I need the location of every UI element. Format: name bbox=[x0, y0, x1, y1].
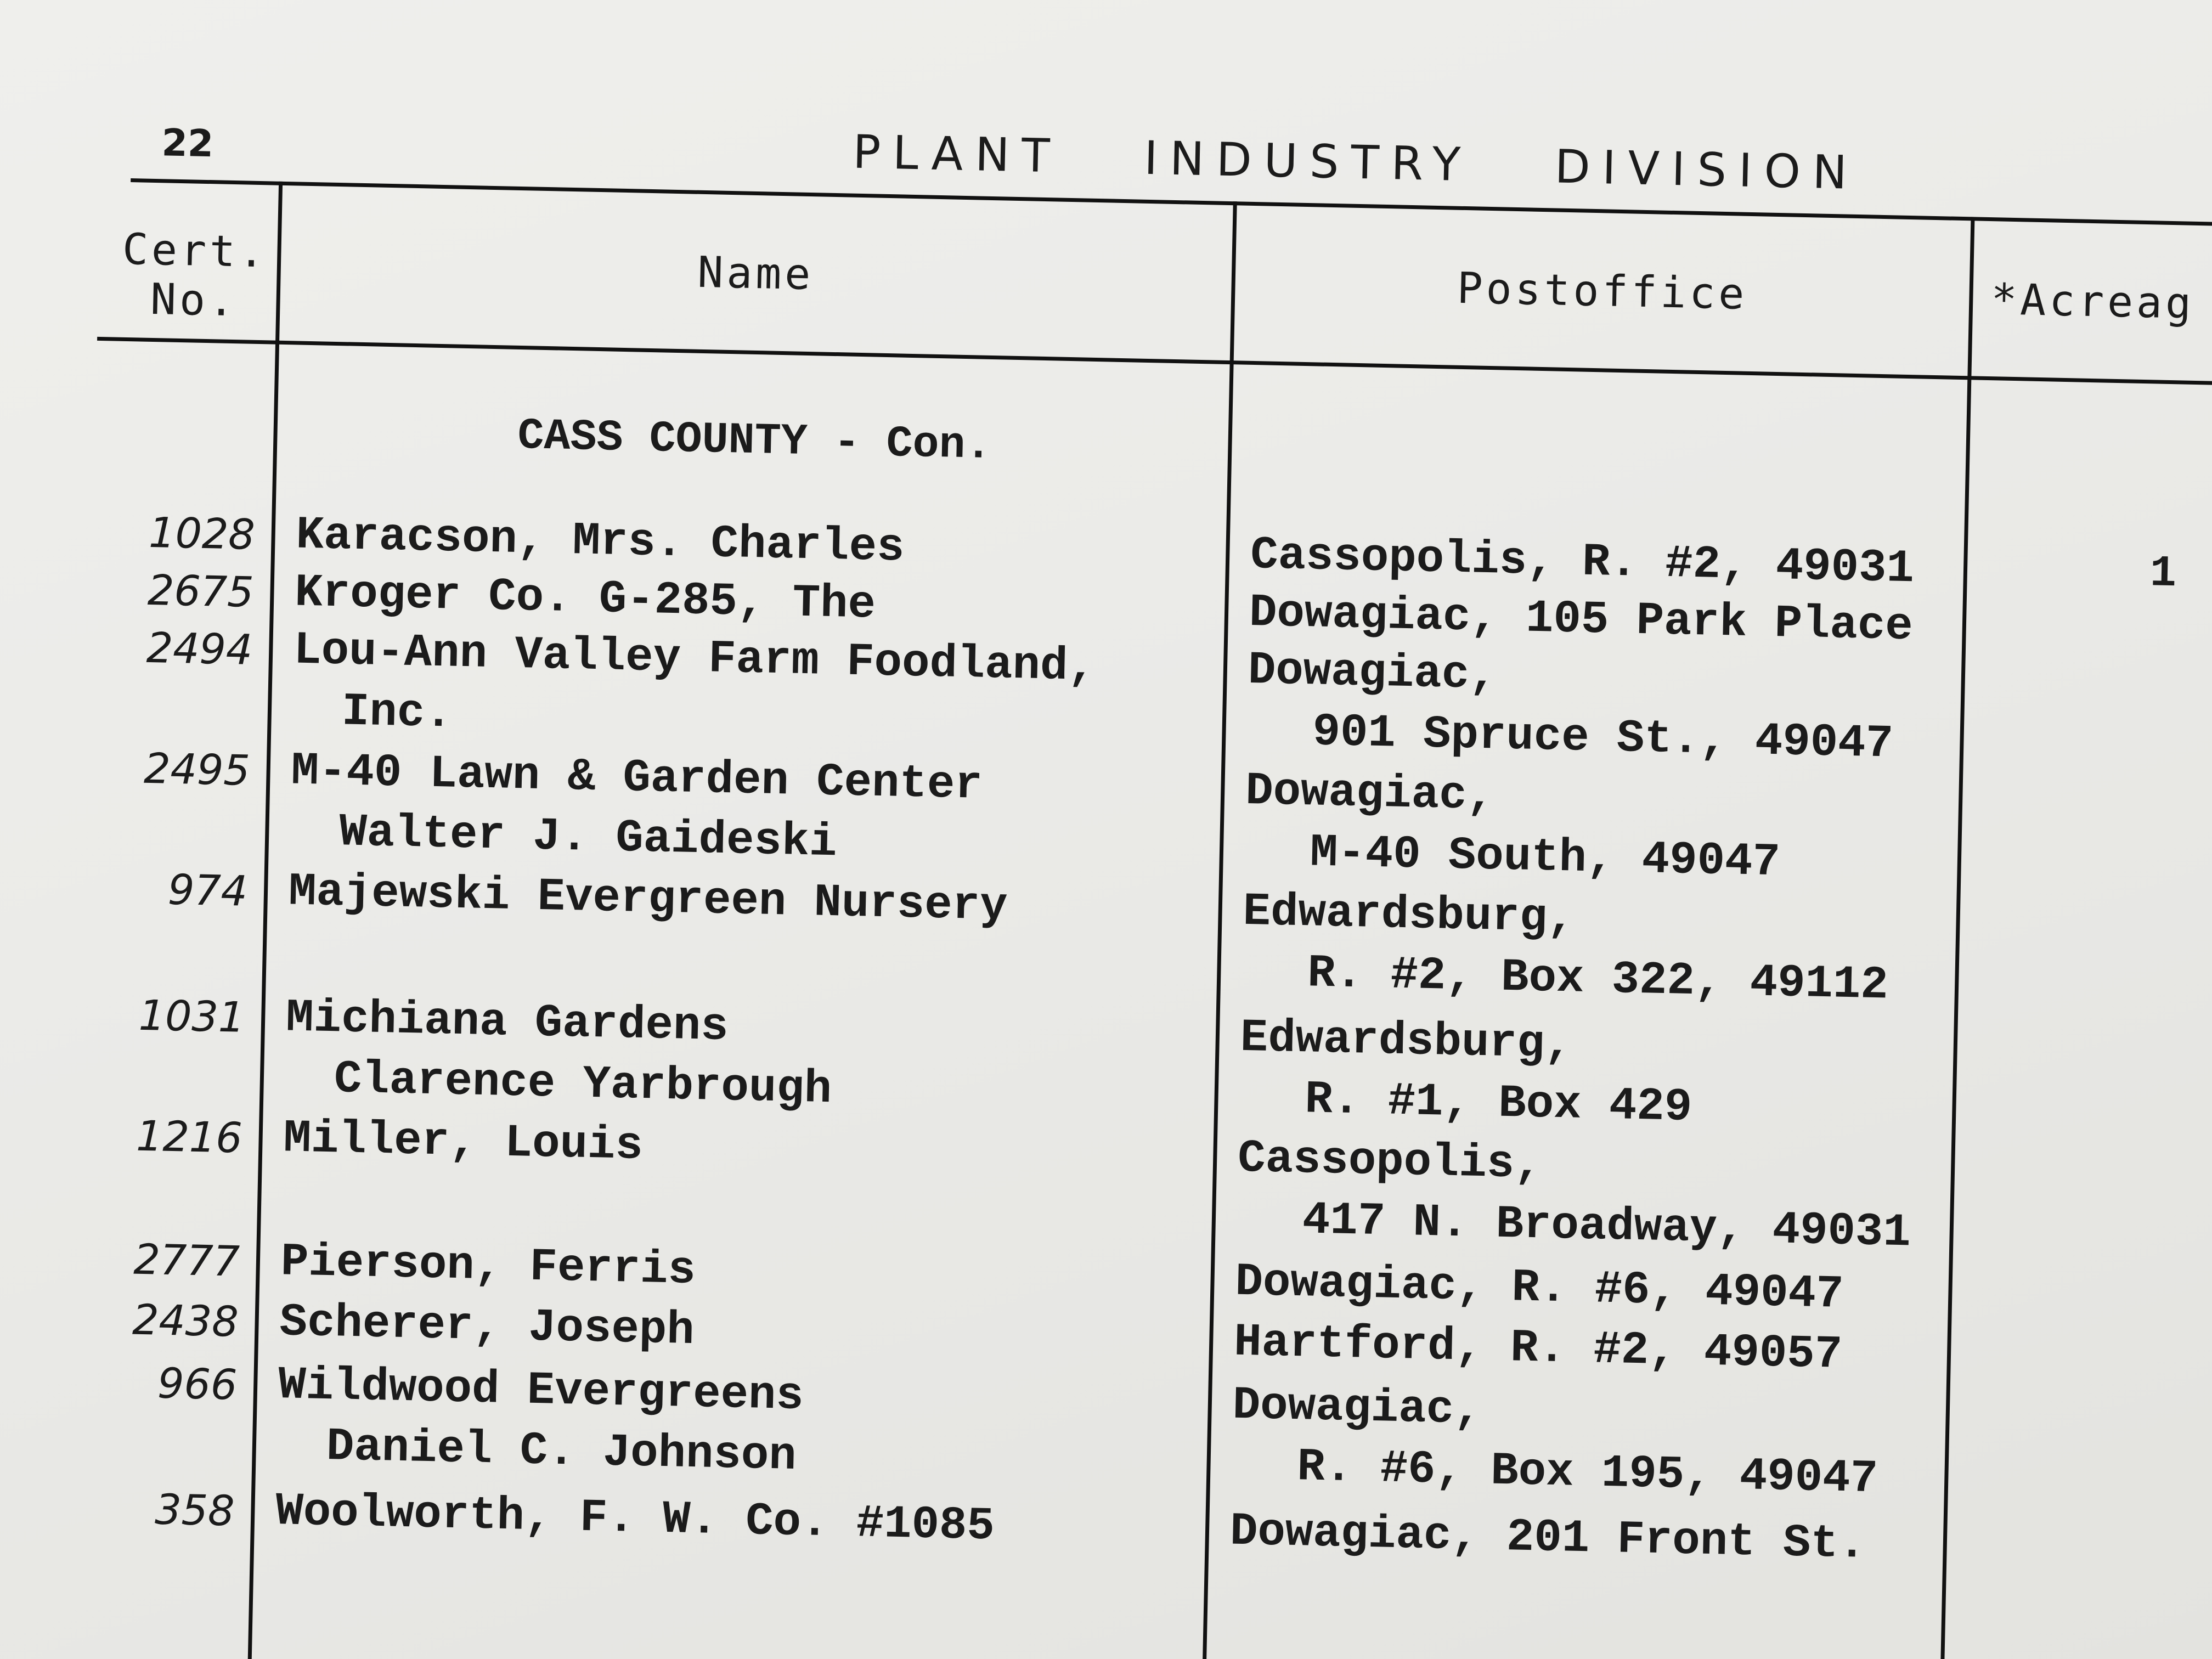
cert-header bbox=[111, 224, 278, 326]
name-header: Name bbox=[697, 247, 815, 300]
entry-postoffice: Cassopolis, R. #2, 49031 bbox=[1250, 529, 1915, 596]
cert-number: 2494 bbox=[145, 623, 253, 674]
entry-name: Miller, Louis bbox=[283, 1113, 644, 1172]
running-head-word: INDUSTRY bbox=[1143, 131, 1474, 192]
entry-postoffice-continuation: R. #6, Box 195, 49047 bbox=[1296, 1441, 1878, 1506]
entry-postoffice: Dowagiac, 105 Park Place bbox=[1249, 586, 1914, 653]
entry-postoffice: Dowagiac, bbox=[1232, 1379, 1482, 1437]
cert-number: 2495 bbox=[143, 743, 251, 795]
entry-postoffice: Dowagiac, bbox=[1247, 644, 1498, 702]
header-bottom-rule bbox=[97, 337, 2212, 385]
entry-name: Woolworth, F. W. Co. #1085 bbox=[275, 1486, 995, 1553]
entry-name: M-40 Lawn & Garden Center bbox=[290, 745, 983, 812]
entry-name: Scherer, Joseph bbox=[279, 1296, 695, 1358]
postoffice-header: Postoffice bbox=[1456, 263, 1748, 319]
running-head-word: DIVISION bbox=[1554, 139, 1860, 200]
entry-name: Majewski Evergreen Nursery bbox=[288, 866, 1008, 933]
entry-name-continuation: Walter J. Gaideski bbox=[338, 806, 838, 870]
entry-postoffice-continuation: R. #2, Box 322, 49112 bbox=[1307, 947, 1889, 1012]
cert-number: 1028 bbox=[148, 507, 256, 559]
cert-number: 966 bbox=[157, 1358, 238, 1409]
acreage-header: *Acreag bbox=[1990, 275, 2195, 329]
entry-name-continuation: Inc. bbox=[341, 686, 453, 741]
postoffice-column-divider bbox=[1940, 217, 1975, 1659]
entry-postoffice-continuation: R. #1, Box 429 bbox=[1304, 1074, 1693, 1135]
entry-name-continuation: Clarence Yarbrough bbox=[333, 1053, 833, 1116]
cert-number: 2777 bbox=[133, 1234, 240, 1286]
cert-number: 974 bbox=[167, 865, 249, 916]
cert-number: 1216 bbox=[136, 1111, 243, 1163]
entry-postoffice-continuation: M-40 South, 49047 bbox=[1309, 827, 1781, 889]
entry-postoffice: Cassopolis, bbox=[1237, 1132, 1543, 1192]
cert-number: 1031 bbox=[138, 990, 246, 1042]
entry-postoffice: Dowagiac, 201 Front St. bbox=[1229, 1505, 1867, 1571]
county-heading: CASS COUNTY - Con. bbox=[517, 411, 992, 472]
entry-name-continuation: Daniel C. Johnson bbox=[325, 1421, 797, 1483]
page-number: 22 bbox=[161, 121, 215, 166]
cert-number: 2438 bbox=[132, 1295, 239, 1346]
entry-postoffice: Edwardsburg, bbox=[1242, 885, 1576, 945]
entry-name: Michiana Gardens bbox=[285, 992, 729, 1054]
entry-name: Lou-Ann Valley Farm Foodland, bbox=[293, 624, 1096, 694]
cert-number: 358 bbox=[154, 1485, 235, 1536]
running-head bbox=[853, 125, 1942, 202]
entry-name: Pierson, Ferris bbox=[280, 1236, 696, 1297]
running-head-word: PLANT bbox=[852, 125, 1063, 183]
entry-postoffice-continuation: 417 N. Broadway, 49031 bbox=[1301, 1194, 1911, 1260]
cert-number: 2675 bbox=[147, 565, 255, 617]
entry-name: Karacson, Mrs. Charles bbox=[295, 509, 905, 574]
entry-postoffice: Hartford, R. #2, 49057 bbox=[1233, 1316, 1843, 1381]
entry-acreage: 1 bbox=[2149, 549, 2177, 600]
entry-name: Kroger Co. G-285, The bbox=[294, 567, 876, 631]
cert-header-line1: Cert. bbox=[122, 224, 268, 278]
cert-header-line2: No. bbox=[150, 274, 238, 326]
entry-postoffice-continuation: 901 Spruce St., 49047 bbox=[1312, 706, 1894, 771]
cert-column-divider bbox=[247, 182, 283, 1659]
name-column-divider bbox=[1202, 201, 1237, 1659]
entry-postoffice: Dowagiac, bbox=[1245, 765, 1495, 823]
entry-name: Wildwood Evergreens bbox=[278, 1359, 804, 1423]
entry-postoffice: Dowagiac, R. #6, 49047 bbox=[1234, 1256, 1844, 1321]
entry-postoffice: Edwardsburg, bbox=[1239, 1012, 1573, 1071]
